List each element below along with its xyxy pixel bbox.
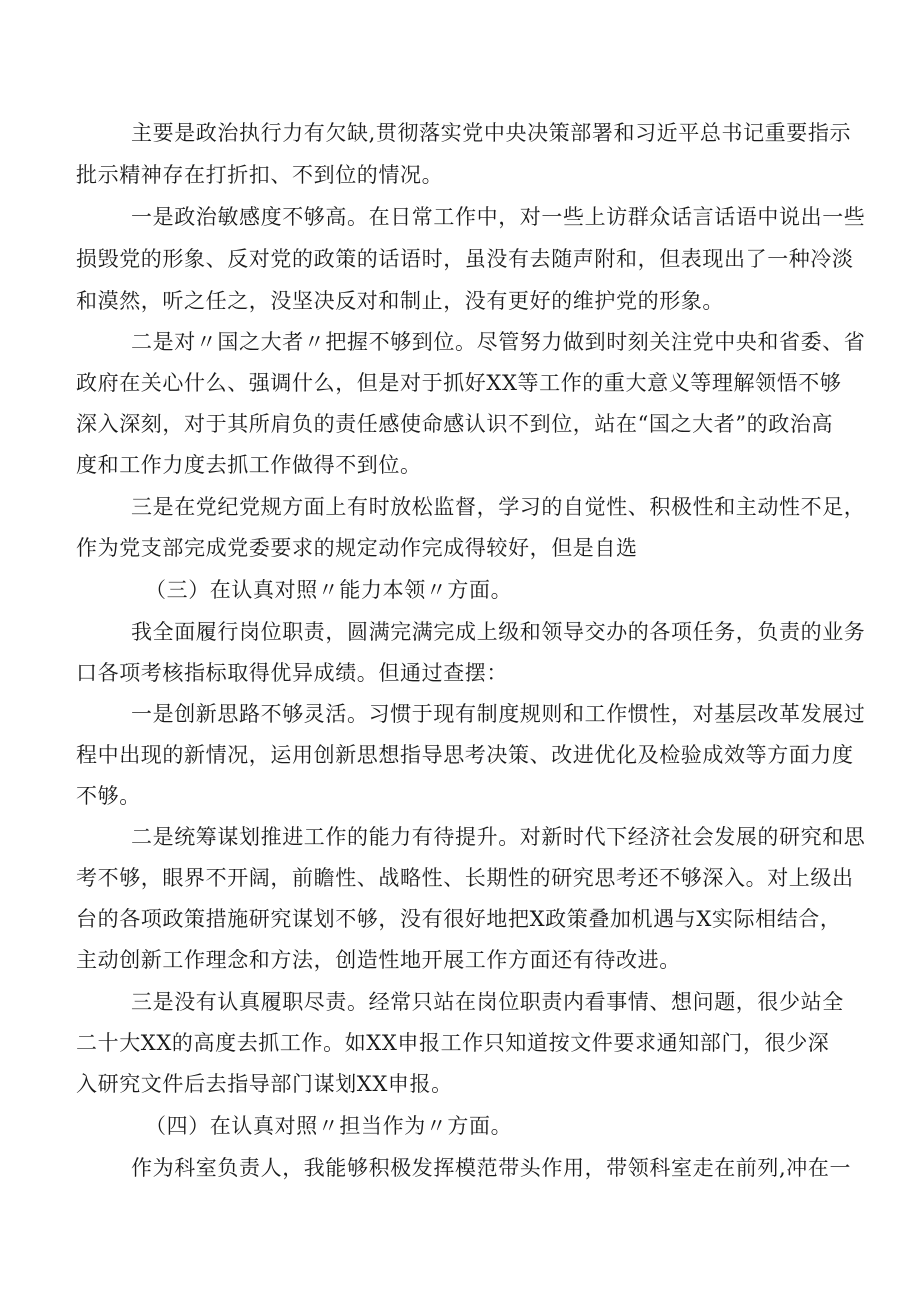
text-line: 一是创新思路不够灵活。习惯于现有制度规则和工作惯性，对基层改革发展过 — [131, 702, 866, 726]
text-line: 主动创新工作理念和方法，创造性地开展工作方面还有待改进。 — [76, 948, 681, 972]
text-line: 损毁党的形象、反对党的政策的话语时，虽没有去随声附和，但表现出了一种冷淡 — [76, 247, 854, 271]
text-line: 主要是政治执行力有欠缺,贯彻落实党中央决策部署和习近平总书记重要指示 — [131, 121, 852, 145]
text-line: 二是对〃国之大者〃把握不够到位。尽管努力做到时刻关注党中央和省委、省 — [131, 330, 866, 354]
text-line: 入研究文件后去指导部门谋划XX申报。 — [76, 1072, 453, 1096]
text-line: 度和工作力度去抓工作做得不到位。 — [76, 453, 422, 477]
text-line: 三是在党纪党规方面上有时放松监督，学习的自觉性、积极性和主动性不足， — [131, 495, 866, 519]
text-line: 不够。 — [76, 784, 141, 808]
text-line: 台的各项政策措施研究谋划不够，没有很好地把X政策叠加机遇与X实际相结合， — [76, 907, 842, 931]
text-line: 考不够，眼界不开阔，前瞻性、战略性、长期性的研究思考还不够深入。对上级出 — [76, 866, 854, 890]
text-line: 我全面履行岗位职责，圆满完满完成上级和领导交办的各项任务，负责的业务 — [131, 620, 866, 644]
text-line: 作为科室负责人，我能够积极发挥模范带头作用，带领科室走在前列,冲在一 — [131, 1156, 852, 1180]
text-line: 深入深刻，对于其所肩负的责任感使命感认识不到位，站在“国之大者”的政治高 — [76, 412, 834, 436]
text-line: 三是没有认真履职尽责。经常只站在岗位职责内看事情、想问题，很少站全 — [131, 990, 844, 1014]
text-line: 程中出现的新情况，运用创新思想指导思考决策、改进优化及检验成效等方面力度 — [76, 743, 854, 767]
text-line: 二十大XX的高度去抓工作。如XX申报工作只知道按文件要求通知部门，很少深 — [76, 1031, 830, 1055]
text-line: 口各项考核指标取得优异成绩。但通过查摆： — [76, 661, 508, 685]
text-line: 批示精神存在打折扣、不到位的情况。 — [76, 163, 444, 187]
text-line: 政府在关心什么、强调什么，但是对于抓好XX等工作的重大意义等理解领悟不够 — [76, 371, 842, 395]
section-heading: （三）在认真对照〃能力本领〃方面。 — [145, 578, 513, 602]
text-line: 作为党支部完成党委要求的规定动作完成得较好，但是自选 — [76, 536, 638, 560]
text-line: 二是统筹谋划推进工作的能力有待提升。对新时代下经济社会发展的研究和思 — [131, 825, 866, 849]
text-line: 和漠然，听之任之，没坚决反对和制止，没有更好的维护党的形象。 — [76, 289, 724, 313]
text-line: 一是政治敏感度不够高。在日常工作中，对一些上访群众话言话语中说出一些 — [131, 205, 866, 229]
section-heading: （四）在认真对照〃担当作为〃方面。 — [145, 1114, 513, 1138]
